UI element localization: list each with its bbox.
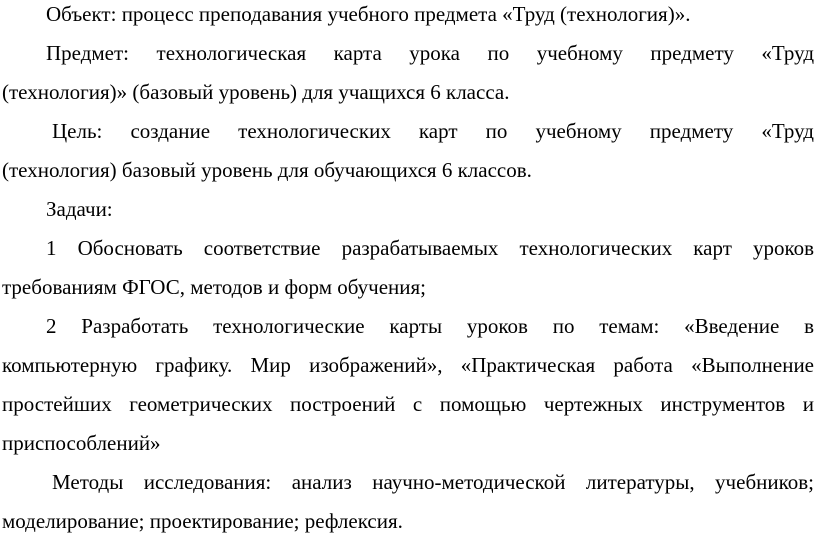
task1-line-1: 1 Обосновать соответствие разрабатываемых технологических карт уроков	[46, 236, 814, 260]
subject-line-1: Предмет: технологическая карта урока по учебному предмету «Труд	[46, 41, 814, 65]
methods-line-1: Методы исследования: анализ научно-методической литературы, учебников;	[52, 470, 814, 494]
methods-line-2: моделирование; проектирование; рефлексия.	[2, 509, 403, 533]
task2-line-4: приспособлений»	[2, 431, 161, 455]
task2-line-3: простейших геометрических построений с помощью чертежных инструментов и	[2, 392, 814, 416]
object-line: Объект: процесс преподавания учебного предмета «Труд (технология)».	[46, 2, 691, 26]
tasks-heading: Задачи:	[46, 197, 113, 221]
task1-line-2: требованиям ФГОС, методов и форм обучения;	[2, 275, 427, 299]
task2-line-2: компьютерную графику. Мир изображений», «Практическая работа «Выполнение	[2, 353, 814, 377]
subject-line-2: (технология)» (базовый уровень) для учащихся 6 класса.	[2, 80, 510, 104]
task2-line-1: 2 Разработать технологические карты уроков по темам: «Введение в	[46, 314, 814, 338]
goal-line-2: (технология) базовый уровень для обучающихся 6 классов.	[2, 158, 532, 182]
goal-line-1: Цель: создание технологических карт по учебному предмету «Труд	[52, 119, 814, 143]
